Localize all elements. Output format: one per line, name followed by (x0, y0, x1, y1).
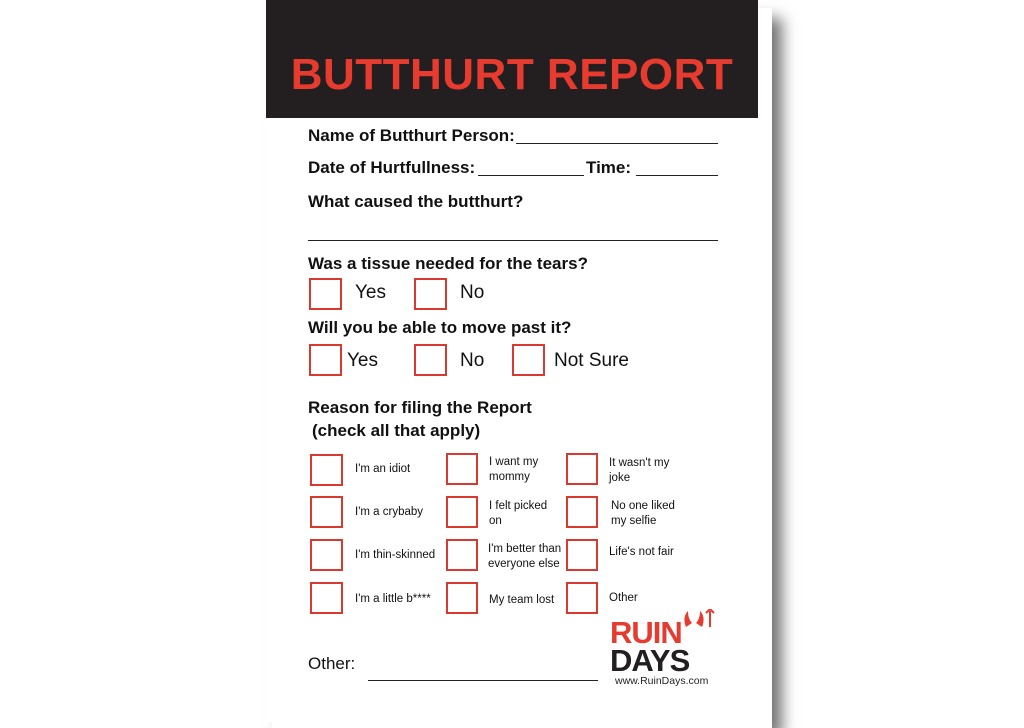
reason-team-lost-checkbox[interactable] (446, 582, 478, 614)
reason-little-b-checkbox[interactable] (310, 582, 343, 614)
date-field[interactable] (478, 175, 584, 176)
devil-horns-icon (680, 609, 720, 629)
reason-thin-skinned-label: I'm thin-skinned (355, 549, 436, 561)
reason-little-b-label: I'm a little b**** (355, 593, 431, 605)
move-past-question: Will you be able to move past it? (308, 318, 572, 337)
other-field[interactable] (368, 680, 598, 681)
reasons-heading: Reason for filing the Report (308, 398, 532, 417)
tissue-no-label: No (460, 282, 485, 303)
reason-joke-label: It wasn't my joke (609, 457, 670, 484)
time-field[interactable] (636, 175, 718, 176)
tissue-question: Was a tissue needed for the tears? (308, 254, 588, 273)
move-not-sure-checkbox[interactable] (512, 344, 545, 376)
reason-idiot-checkbox[interactable] (310, 454, 343, 486)
reason-better-checkbox[interactable] (446, 539, 478, 571)
reason-not-fair-label: Life's not fair (609, 546, 674, 558)
move-not-sure-label: Not Sure (554, 350, 629, 371)
tissue-no-checkbox[interactable] (414, 278, 447, 310)
cause-label: What caused the butthurt? (308, 192, 524, 211)
reason-mommy-checkbox[interactable] (446, 453, 478, 485)
move-no-label: No (460, 350, 485, 371)
reason-idiot-label: I'm an idiot (355, 463, 411, 475)
reason-joke-checkbox[interactable] (566, 453, 598, 485)
date-label: Date of Hurtfullness: (308, 158, 476, 177)
reason-selfie-checkbox[interactable] (566, 496, 598, 528)
move-no-checkbox[interactable] (414, 344, 447, 376)
header-band (266, 0, 758, 118)
logo-url: www.RuinDays.com (615, 675, 709, 687)
reason-better-label: I'm better than everyone else (488, 543, 562, 570)
reason-other-label: Other (609, 592, 638, 604)
reason-mommy-label: I want my mommy (489, 456, 539, 483)
move-yes-label: Yes (347, 350, 378, 371)
logo-ruin-text: RUIN (610, 615, 682, 650)
time-label: Time: (586, 158, 632, 177)
reason-not-fair-checkbox[interactable] (566, 539, 598, 571)
tissue-yes-checkbox[interactable] (309, 278, 342, 310)
tissue-yes-label: Yes (355, 282, 386, 303)
move-yes-checkbox[interactable] (309, 344, 342, 376)
report-title: BUTTHURT REPORT (290, 50, 734, 99)
reason-crybaby-label: I'm a crybaby (355, 506, 424, 518)
name-label: Name of Butthurt Person: (308, 126, 515, 145)
reason-crybaby-checkbox[interactable] (310, 496, 343, 528)
reasons-subheading: (check all that apply) (312, 421, 481, 440)
other-label: Other: (308, 654, 356, 673)
ruin-days-logo (610, 617, 730, 687)
reason-picked-on-label: I felt picked on (489, 500, 548, 527)
reason-other-checkbox[interactable] (566, 582, 598, 614)
logo-days-text: DAYS (610, 643, 690, 678)
reason-team-lost-label: My team lost (489, 594, 555, 606)
reason-thin-skinned-checkbox[interactable] (310, 539, 343, 571)
reason-picked-on-checkbox[interactable] (446, 496, 478, 528)
name-field[interactable] (516, 143, 718, 144)
reason-selfie-label: No one liked my selfie (611, 500, 675, 527)
cause-field[interactable] (308, 240, 718, 241)
report-card (266, 0, 758, 722)
